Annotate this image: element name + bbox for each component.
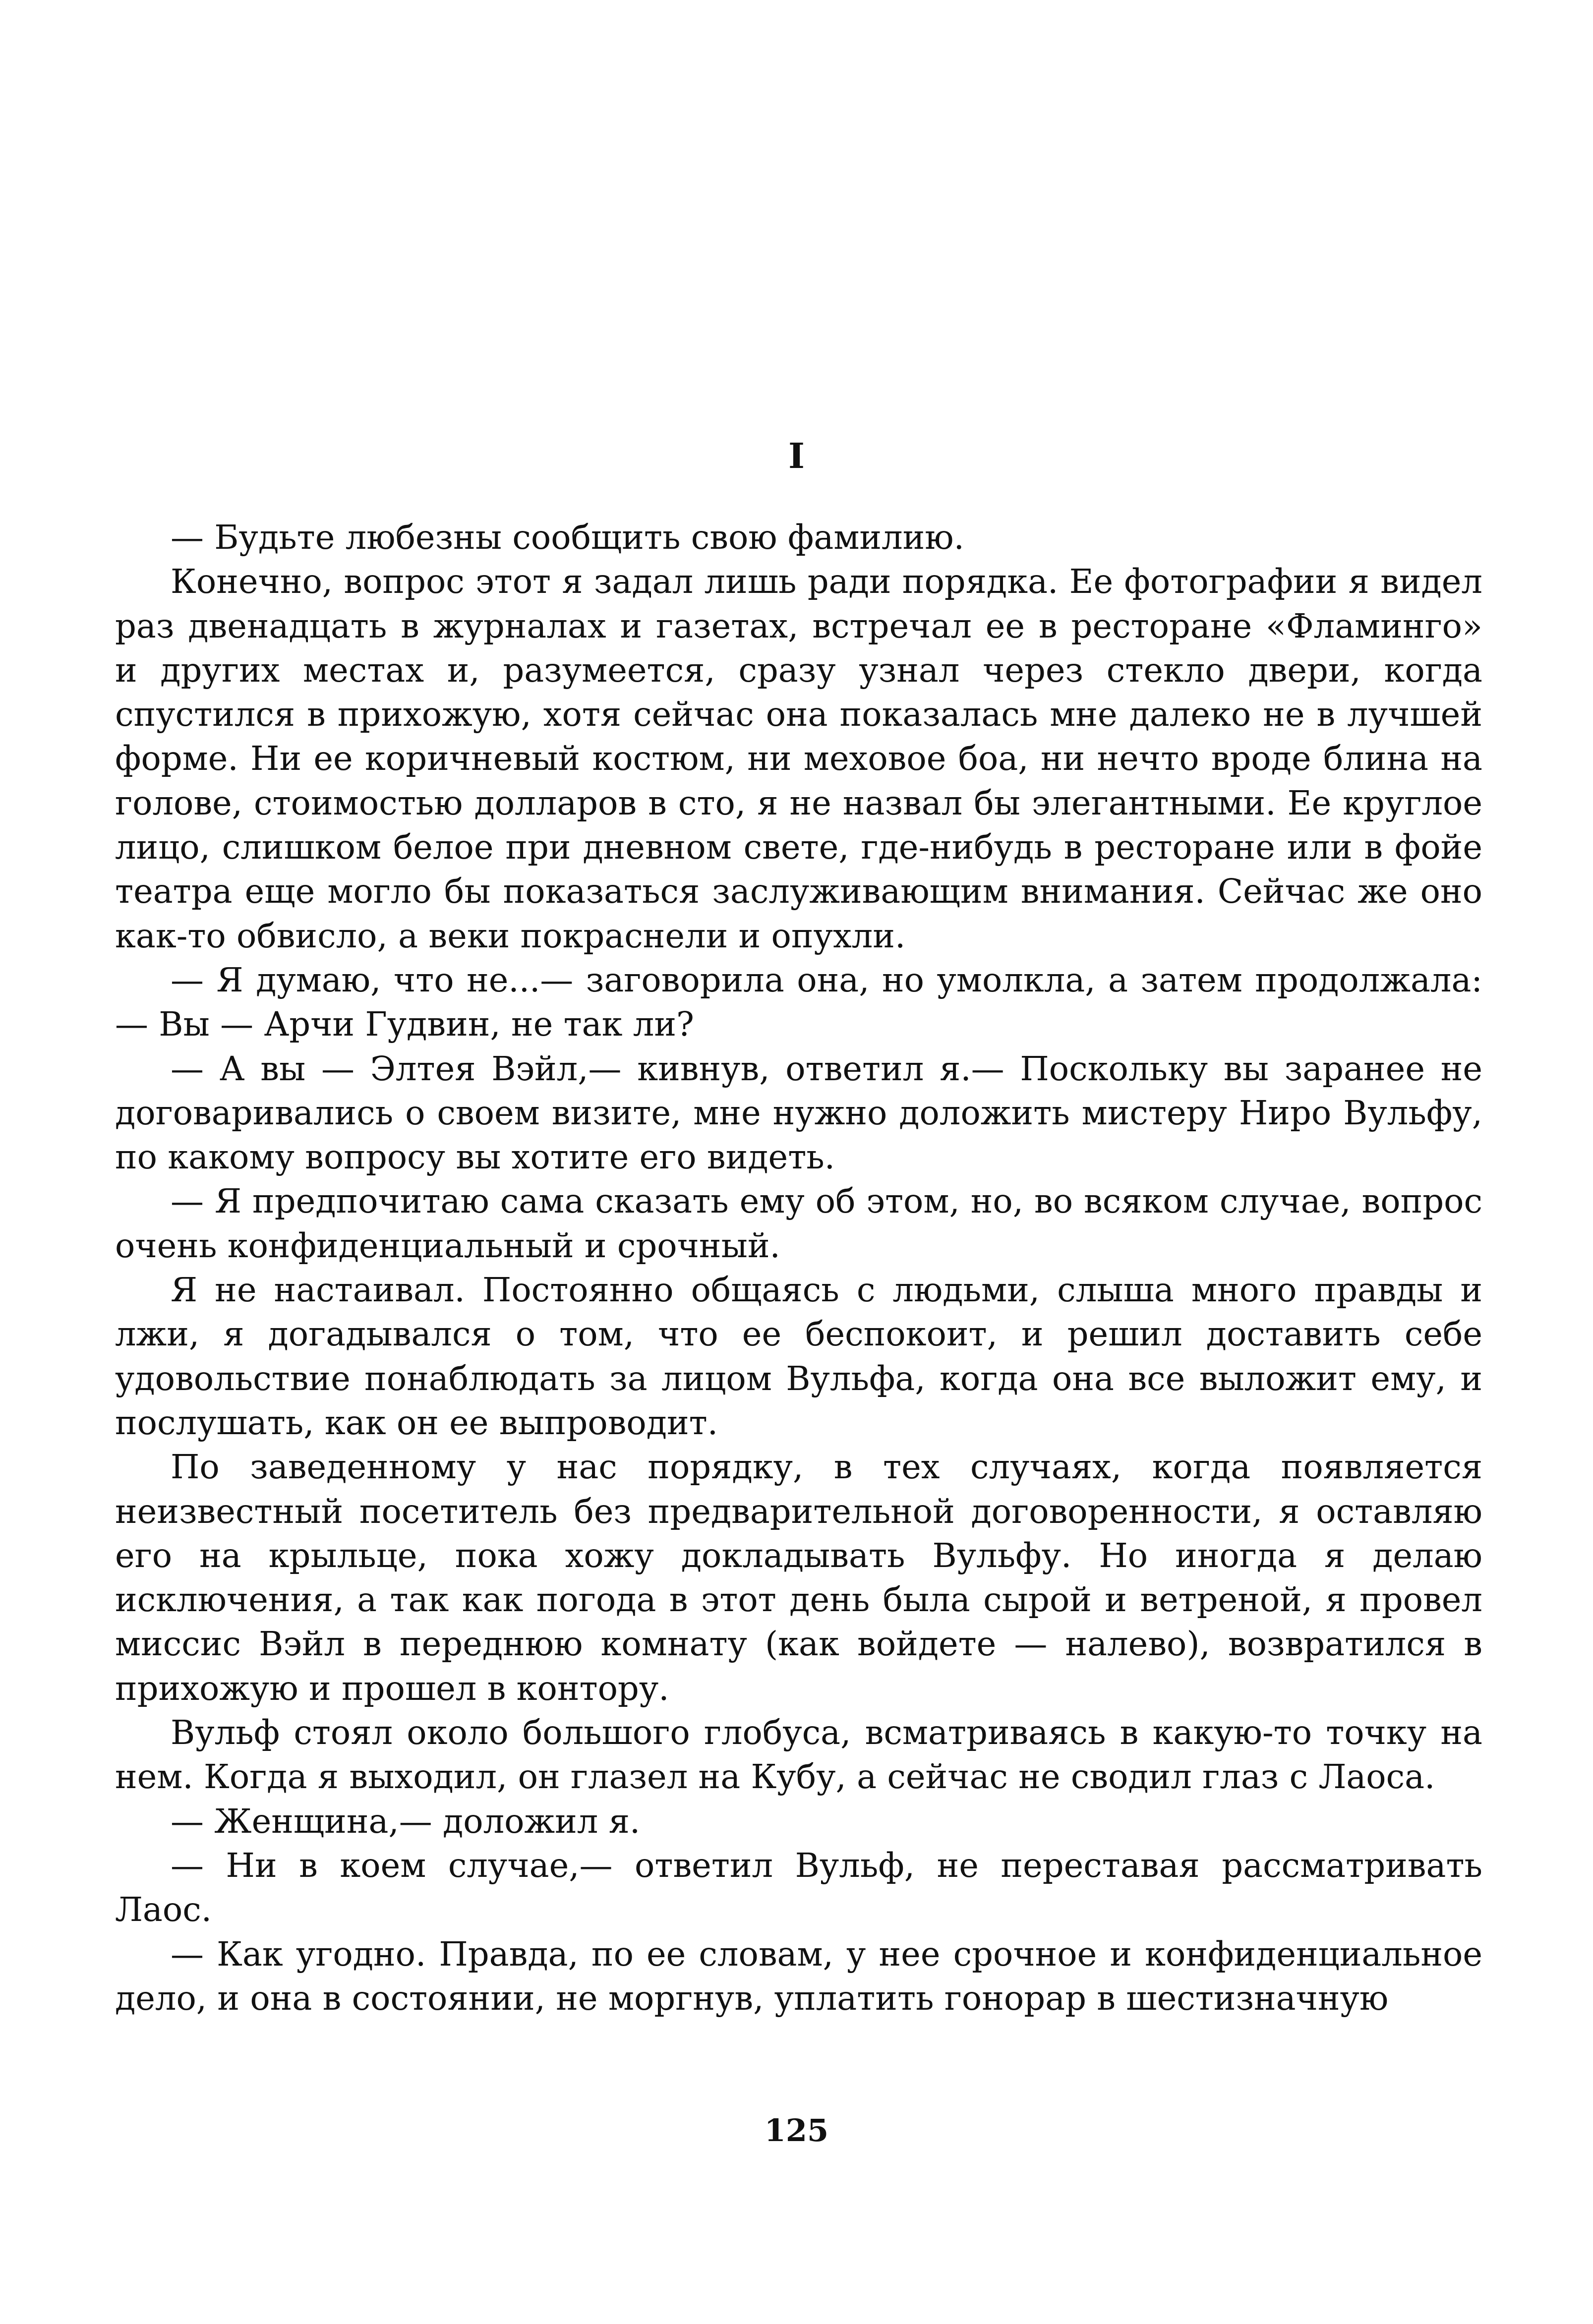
paragraph: Вульф стоял около большого глобуса, всматриваясь в какую-то точку на нем. Когда я выходил, он глазел на Кубу, а сейчас не сводил глаз с Лаоса. [115,1713,1482,1797]
paragraph: — Женщина,— доложил я. [171,1801,641,1841]
body-text [115,516,1482,2021]
paragraph: — Ни в коем случае,— ответил Вульф, не переставая рассматривать Лаос. [115,1846,1482,1929]
paragraph: — Я думаю, что не...— заговорила она, но умолкла, а затем продолжала: — Вы — Арчи Гудвин, не так ли? [115,960,1482,1044]
paragraph: — Будьте любезны сообщить свою фамилию. [171,518,964,557]
paragraph: Я не настаивал. Постоянно общаясь с людьми, слыша много правды и лжи, я догадывался о том, что ее беспокоит, и решил доставить себе удовольствие понаблюдать за лицом Вульфа, когда она все выложит ему, и послушать, как он ее выпроводит. [115,1271,1482,1442]
paragraph: — Я предпочитаю сама сказать ему об этом, но, во всяком случае, вопрос очень конфиденциальный и срочный. [115,1182,1482,1265]
chapter-number: I [788,435,805,476]
page-number: 125 [764,2112,829,2149]
paragraph: — Как угодно. Правда, по ее словам, у нее срочное и конфиденциальное дело, и она в состоянии, не моргнув, уплатить гонорар в шестизначную [115,1934,1482,2018]
paragraph: По заведенному у нас порядку, в тех случаях, когда появляется неизвестный посетитель без предварительной договоренности, я оставляю его на крыльце, пока хожу докладывать Вульфу. Но иногда я делаю исключения, а так как погода в этот день была сырой и ветреной, я провел миссис Вэйл в переднюю комнату (как войдете — налево), возвратился в прихожую и прошел в контору. [115,1448,1482,1708]
paragraph: Конечно, вопрос этот я задал лишь ради порядка. Ее фотографии я видел раз двенадцать в журналах и газетах, встречал ее в ресторане «Фламинго» и других местах и, разумеется, сразу узнал через стекло двери, когда спустился в прихожую, хотя сейчас она показалась мне далеко не в лучшей форме. Ни ее коричневый костюм, ни меховое боа, ни нечто вроде блина на голове, стоимостью долларов в сто, я не назвал бы элегантными. Ее круглое лицо, слишком белое при дневном свете, где-нибудь в ресторане или в фойе театра еще могло бы показаться заслуживающим внимания. Сейчас же оно как-то обвисло, а веки покраснели и опухли. [115,562,1482,955]
paragraph: — А вы — Элтея Вэйл,— кивнув, ответил я.— Поскольку вы заранее не договаривались о своем визите, мне нужно доложить мистеру Ниро Вульфу, по какому вопросу вы хотите его видеть. [115,1049,1482,1177]
